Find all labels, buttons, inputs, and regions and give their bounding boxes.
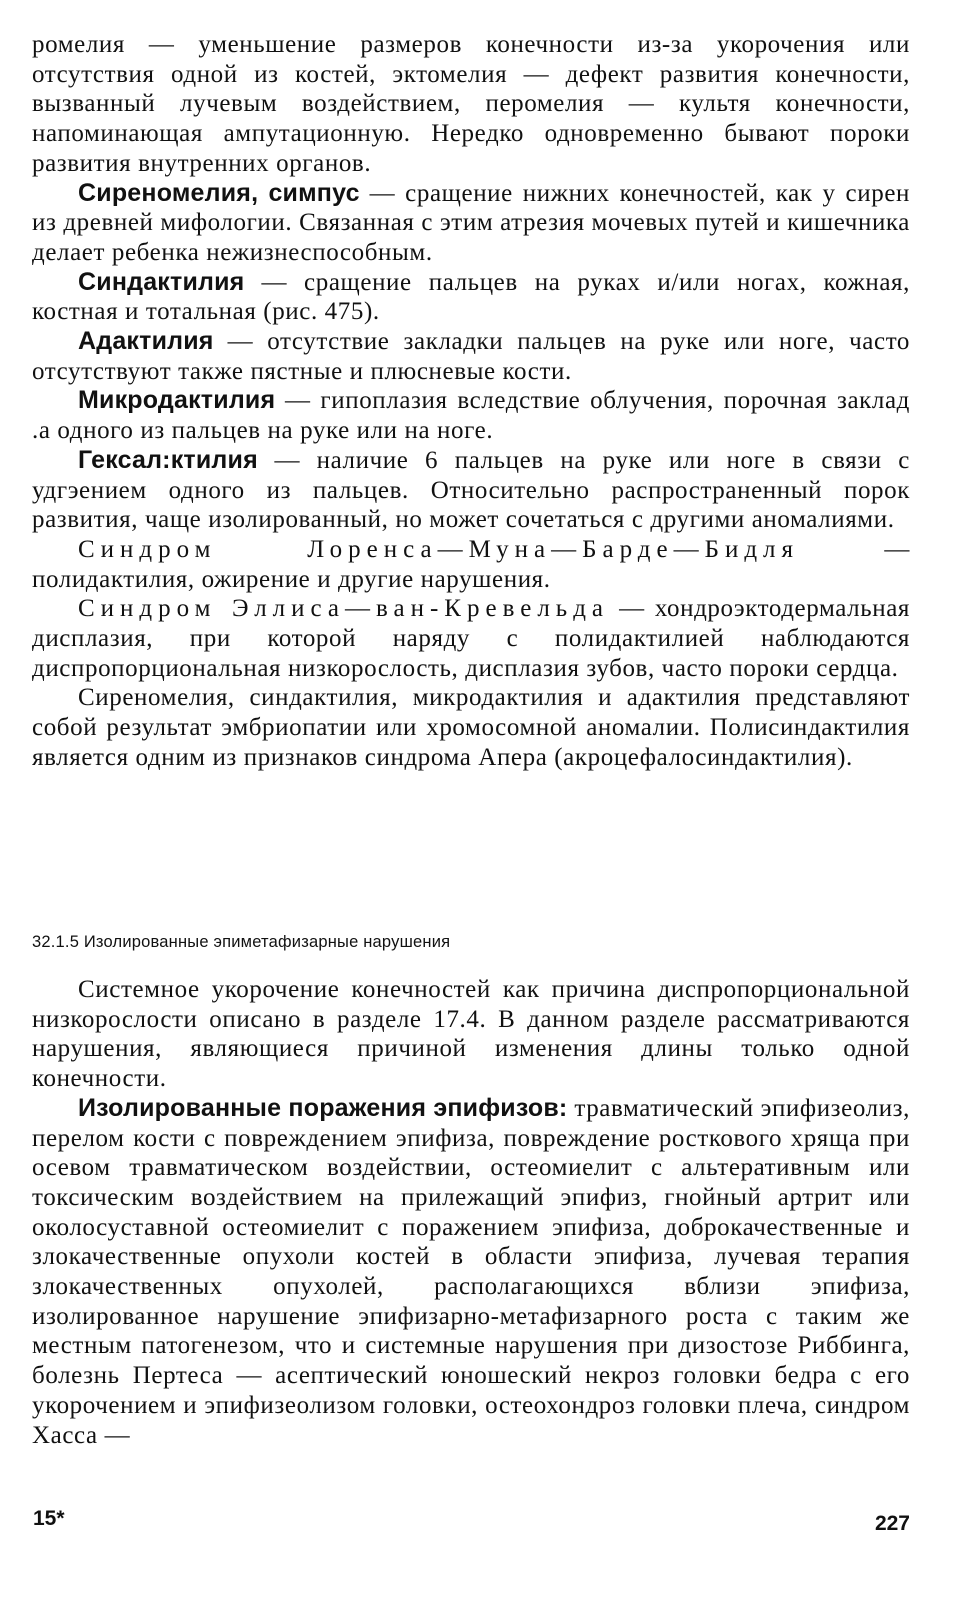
definition-syndactyly: — сращение пальцев на руках и/или ногах, кожная, костная и тотальная (рис. 475). xyxy=(32,268,910,326)
definition-hexadactyly: — наличие 6 пальцев на руке или ноге в связи с удгэением одного из пальцев. Относительно распространенный порок развития, чаще изолированный, но может сочетаться с другими аномалиями. xyxy=(32,446,910,534)
definition-sirenomelia: — сращение нижних конечностей, как у сирен из древней мифологии. Связанная с этим атрезия мочевых путей и кишечника делает ребенка нежизнеспособным. xyxy=(32,179,910,266)
section-text-block xyxy=(32,975,910,1450)
paragraph-sirenomelia xyxy=(32,179,910,268)
paragraph-hexadactyly xyxy=(32,446,910,535)
page-number: 227 xyxy=(874,1512,910,1535)
term-adactyly: Адактилия xyxy=(78,327,214,356)
signature-mark: 15* xyxy=(33,1507,65,1530)
paragraph-ellis-syndrome xyxy=(32,594,910,683)
definition-adactyly: — отсутствие закладки пальцев на руке или ноге, часто отсутствуют также пястные и плюсневые кости. xyxy=(32,328,910,385)
paragraph-adactyly xyxy=(32,327,910,386)
paragraph-microdactyly xyxy=(32,386,910,445)
paragraph-syndactyly xyxy=(32,268,910,327)
top-text-block xyxy=(32,30,910,773)
term-epiphyses: Изолированные поражения эпифизов: xyxy=(78,1093,568,1122)
definition-epiphyses: травматический эпифизеолиз, перелом кости с повреждением эпифиза, повреждение росткового хряща при осевом травматическом воздействии, остеомиелит с альтеративным или токсическим воздействием на прилежащий эпифиз, гнойный артрит или околосуставной остеомиелит с поражением эпифиза, доброкачественные и злокачественные опухоли костей в области эпифиза, лучевая терапия злокачественных опухолей, располагающихся вблизи эпифиза, изолированное нарушение эпифизарно-метафизарного роста с таким же местным патогенезом, что и системные нарушения при дизостозе Риббинга, болезнь Пертеса — асептический юношеский некроз головки бедра с его укорочением и эпифизеолизом головки, остеохондроз головки плеча, синдром Хасса — xyxy=(32,1094,910,1449)
term-sirenomelia: Сиреномелия, симпус xyxy=(78,178,360,207)
term-hexadactyly: Гексал:ктилия xyxy=(78,445,258,474)
continued-paragraph: ромелия — уменьшение размеров конечности из-за укорочения или отсутствия одной из костей, эктомелия — дефект развития конечности, вызванный лучевым воздействием, перомелия — культя конечности, напоминающая ампутационную. Нередко одновременно бывают пороки развития внутренних органов. xyxy=(32,31,910,177)
definition-microdactyly: — гипоплазия вследствие облучения, порочная заклад .а одного из пальцев на руке или на ноге. xyxy=(32,387,910,445)
definition-lorens-syndrome: — полидактилия, ожирение и другие нарушения. xyxy=(32,535,910,593)
section-heading: 32.1.5 Изолированные эпиметафизарные нарушения xyxy=(32,933,451,951)
term-lorens-syndrome: Синдром Лоренса—Муна—Барде—Бидля xyxy=(78,535,800,563)
term-ellis-syndrome: Синдром Эллиса—ван-Кревельда xyxy=(78,595,610,623)
term-syndactyly: Синдактилия xyxy=(78,267,245,296)
section-intro-paragraph: Системное укорочение конечностей как причина диспропорциональной низкорослости описано в разделе 17.4. В данном разделе рассматриваются нарушения, являющиеся причиной изменения длины только одной конечности. xyxy=(32,976,910,1093)
summary-paragraph: Сиреномелия, синдактилия, микродактилия и адактилия представляют собой результат эмбриопатии или хромосомной аномалии. Полисиндактилия является одним из признаков синдрома Апера (акроцефалосиндактилия). xyxy=(32,684,910,771)
paragraph-lorens-syndrome xyxy=(32,535,910,594)
term-microdactyly: Микродактилия xyxy=(78,386,276,415)
paragraph-epiphyses xyxy=(32,1094,910,1450)
definition-ellis-syndrome: — хондроэктодермальная дисплазия, при которой наряду с полидактилией наблюдаются диспропорциональная низкорослость, дисплазия зубов, часто пороки сердца. xyxy=(32,595,910,682)
